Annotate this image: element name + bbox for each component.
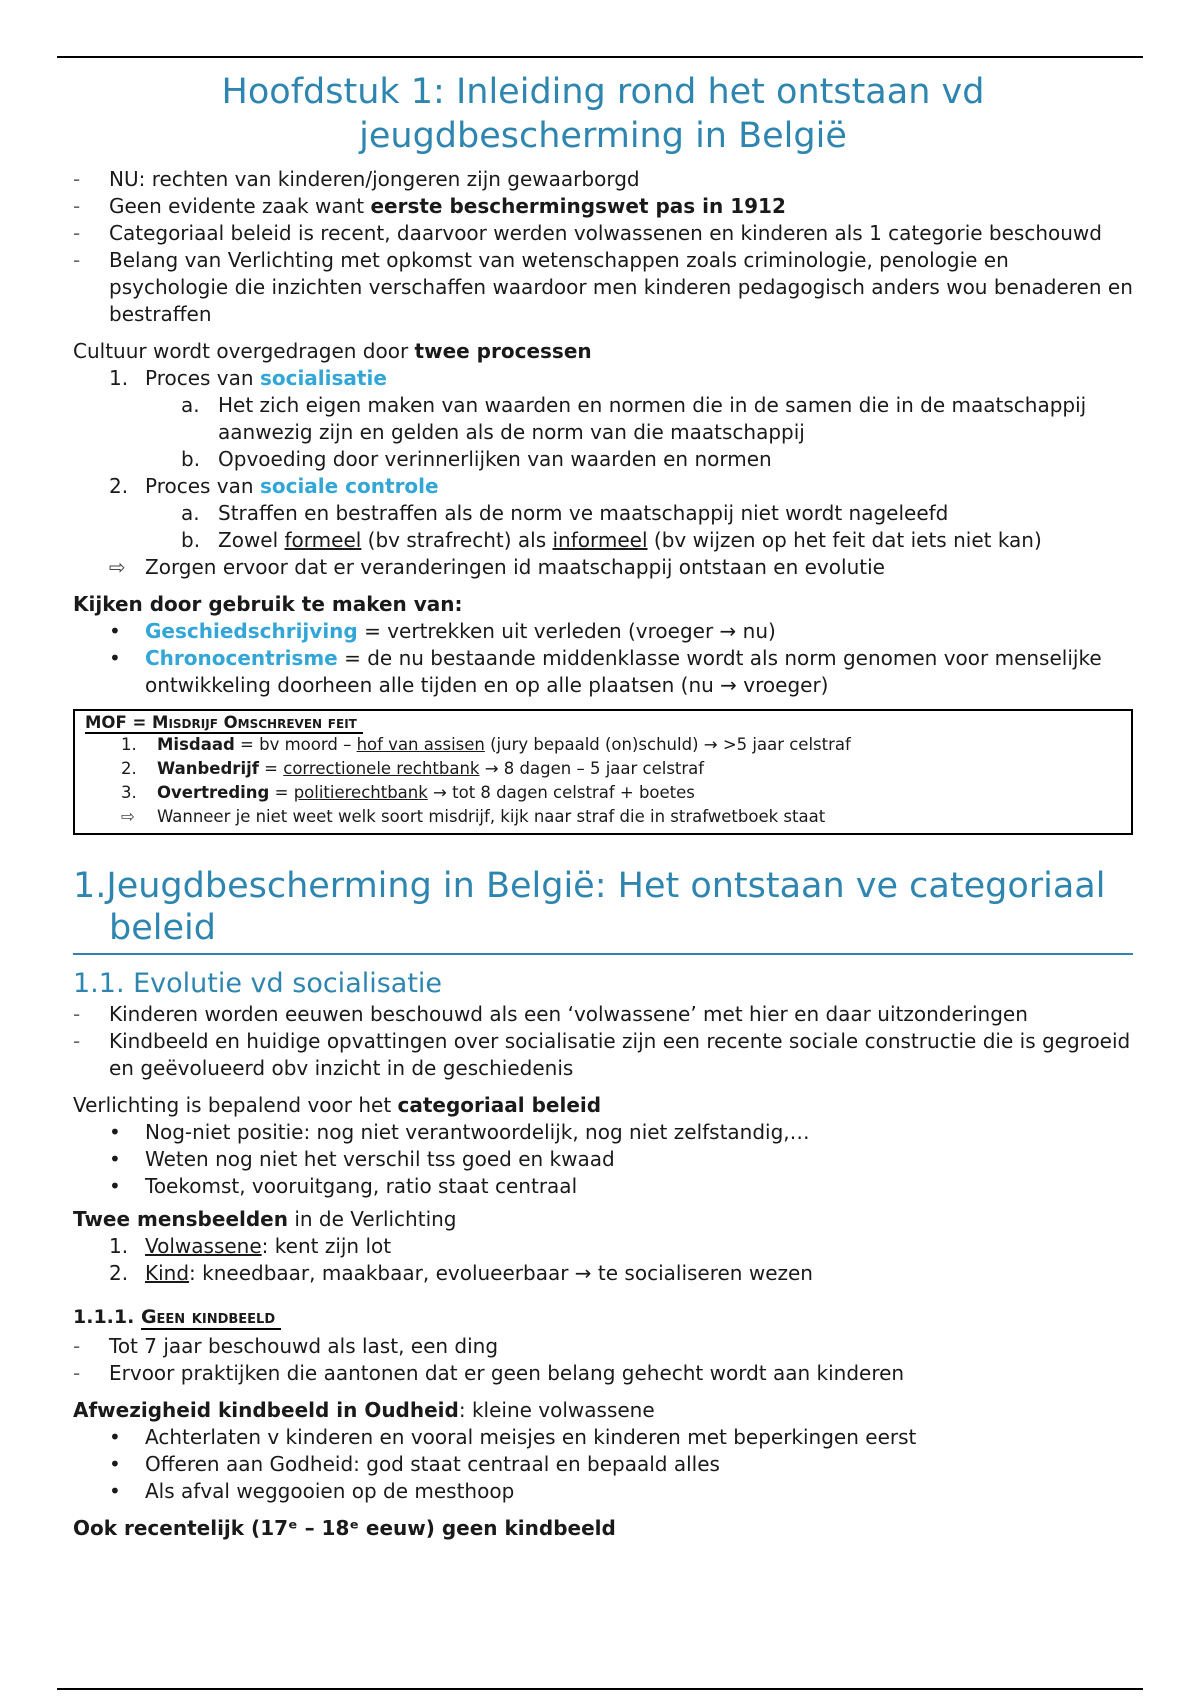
kijken-item: • Chronocentrisme = de nu bestaande middenklasse wordt als norm genomen voor menselijke ontwikkeling doorheen alle tijden en op alle plaatsen (nu → vroeger) (73, 645, 1133, 699)
oudheid-item: • Als afval weggooien op de mesthoop (73, 1478, 1133, 1505)
kindbeeld-item: - Tot 7 jaar beschouwd als last, een ding (73, 1333, 1133, 1360)
socialisatie-item: - Kindbeeld en huidige opvattingen over socialisatie zijn een recente sociale constructie die is gegroeid en geëvolueerd obv inzicht in de geschiedenis (73, 1028, 1133, 1082)
bottom-rule (57, 1688, 1143, 1690)
subsection-heading: 1.1. Evolutie vd socialisatie (73, 968, 443, 999)
process-subitem: a. Straffen en bestraffen als de norm ve maatschappij niet wordt nageleefd (181, 501, 949, 525)
chapter-title: Hoofdstuk 1: Inleiding rond het ontstaan vd jeugdbescherming in België (221, 72, 985, 156)
arrow-icon: ⇨ (109, 555, 126, 579)
mof-title: MOF = Misdrijf Omschreven feit (85, 713, 363, 734)
socialisatie-list (73, 1001, 1133, 1082)
conclusion-line: ⇨ Zorgen ervoor dat er veranderingen id maatschappij ontstaan en evolutie (109, 555, 885, 579)
cultuur-lead: Cultuur wordt overgedragen door twee processen (73, 339, 592, 363)
verlichting-list (73, 1119, 1133, 1200)
oudheid-lead: Afwezigheid kindbeeld in Oudheid: kleine volwassene (73, 1398, 655, 1422)
document-page (73, 70, 1133, 1542)
process-subitem: b. Opvoeding door verinnerlijken van waarden en normen (181, 447, 772, 471)
arrow-icon: ⇨ (121, 807, 135, 826)
process-subitem: a. Het zich eigen maken van waarden en normen die in de samen die in de maatschappij aanwezig zijn en gelden als de norm van die maatschappij (181, 393, 1087, 444)
top-rule (57, 56, 1143, 58)
intro-item: - NU: rechten van kinderen/jongeren zijn gewaarborgd (73, 166, 1133, 193)
mensbeelden-lead: Twee mensbeelden in de Verlichting (73, 1207, 457, 1231)
section-heading: 1.Jeugdbescherming in België: Het ontstaan ve categoriaal beleid (73, 865, 1133, 955)
intro-item: - Belang van Verlichting met opkomst van wetenschappen zoals criminologie, penologie en psychologie die inzichten verschaffen waardoor men kinderen pedagogisch anders wou benaderen en bestraffen (73, 247, 1133, 328)
verlichting-lead: Verlichting is bepalend voor het categoriaal beleid (73, 1093, 602, 1117)
subsubsection-heading: 1.1.1. Geen kindbeeld (73, 1305, 1133, 1329)
kindbeeld-list (73, 1333, 1133, 1387)
intro-list (73, 166, 1133, 328)
verlichting-item: • Toekomst, vooruitgang, ratio staat centraal (73, 1173, 1133, 1200)
process-item: 2. Proces van sociale controle a. Straffen en bestraffen als de norm ve maatschappij niet wordt nageleefd b. Zowel formeel (bv strafrecht) als informeel (bv wijzen op het feit dat iets niet kan) (73, 473, 1133, 554)
intro-item: - Categoriaal beleid is recent, daarvoor werden volwassenen en kinderen als 1 categorie beschouwd (73, 220, 1133, 247)
mof-note: ⇨ Wanneer je niet weet welk soort misdrijf, kijk naar straf die in strafwetboek staat (85, 805, 1121, 829)
verlichting-item: • Nog-niet positie: nog niet verantwoordelijk, nog niet zelfstandig,… (73, 1119, 1133, 1146)
mensbeeld-item: 2. Kind: kneedbaar, maakbaar, evolueerbaar → te socialiseren wezen (109, 1261, 813, 1285)
verlichting-item: • Weten nog niet het verschil tss goed en kwaad (73, 1146, 1133, 1173)
mensbeeld-item: 1. Volwassene: kent zijn lot (109, 1234, 392, 1258)
mof-box (73, 709, 1133, 835)
socialisatie-item: - Kinderen worden eeuwen beschouwd als een ‘volwassene’ met hier en daar uitzonderingen (73, 1001, 1133, 1028)
intro-item: - Geen evidente zaak want eerste beschermingswet pas in 1912 (73, 193, 1133, 220)
process-list (73, 365, 1133, 554)
kindbeeld-item: - Ervoor praktijken die aantonen dat er geen belang gehecht wordt aan kinderen (73, 1360, 1133, 1387)
mof-item: 2. Wanbedrijf = correctionele rechtbank → 8 dagen – 5 jaar celstraf (121, 759, 705, 778)
kijken-item: • Geschiedschrijving = vertrekken uit verleden (vroeger → nu) (73, 618, 1133, 645)
mof-item: 3. Overtreding = politierechtbank → tot 8 dagen celstraf + boetes (121, 783, 695, 802)
mof-item: 1. Misdaad = bv moord – hof van assisen (jury bepaald (on)schuld) → >5 jaar celstraf (121, 735, 851, 754)
mensbeelden-list (73, 1233, 1133, 1287)
oudheid-list (73, 1424, 1133, 1505)
kijken-heading: Kijken door gebruik te maken van: (73, 592, 463, 616)
recent-heading: Ook recentelijk (17ᵉ – 18ᵉ eeuw) geen kindbeeld (73, 1516, 616, 1540)
process-subitem: b. Zowel formeel (bv strafrecht) als informeel (bv wijzen op het feit dat iets niet kan) (181, 528, 1042, 552)
oudheid-item: • Offeren aan Godheid: god staat centraal en bepaald alles (73, 1451, 1133, 1478)
process-item: 1. Proces van socialisatie a. Het zich eigen maken van waarden en normen die in de samen die in de maatschappij aanwezig zijn en gelden als de norm van die maatschappij b. Opvoeding door verinnerlijken van waarden en normen (73, 365, 1133, 473)
oudheid-item: • Achterlaten v kinderen en vooral meisjes en kinderen met beperkingen eerst (73, 1424, 1133, 1451)
kijken-list (73, 618, 1133, 699)
